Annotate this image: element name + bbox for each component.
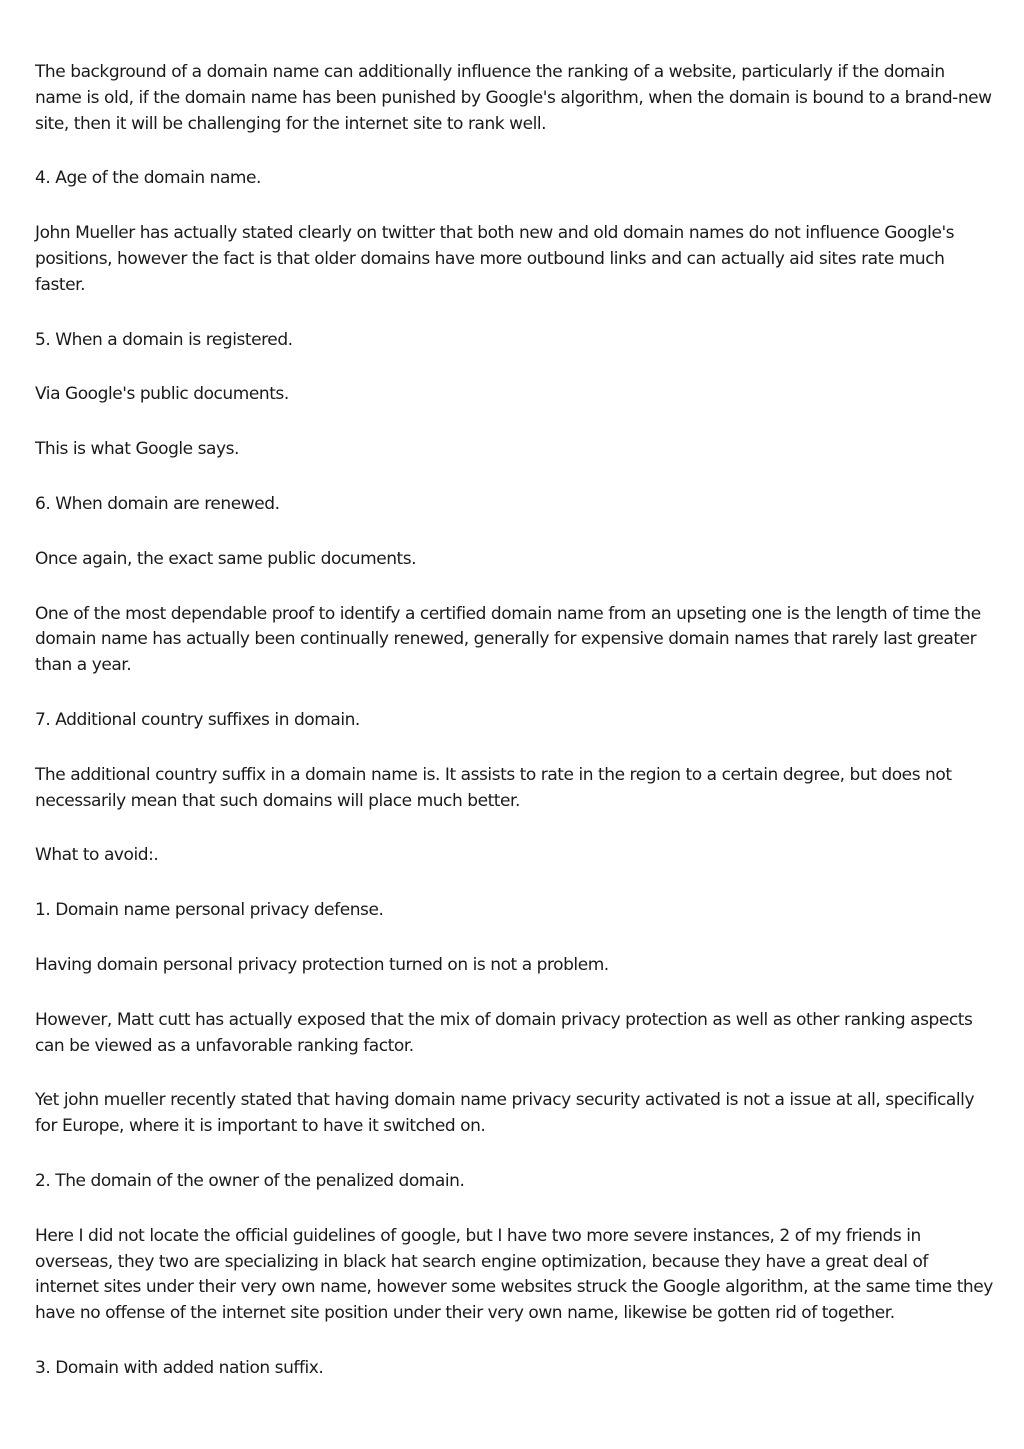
- heading-nation-suffix: 3. Domain with added nation suffix.: [35, 1357, 324, 1378]
- paragraph-john-mueller-age: John Mueller has actually stated clearly on twitter that both new and old domain names do not influence Google's positions, however the fact is that older domains have more outbound links and can actually aid sites rate much faster.: [35, 223, 955, 295]
- paragraph-privacy-not-problem: Having domain personal privacy protection turned on is not a problem.: [35, 954, 609, 975]
- paragraph-country-suffix: The additional country suffix in a domain name is. It assists to rate in the region to a certain degree, but does not necessarily mean that such domains will place much better.: [35, 764, 952, 811]
- heading-domain-renewed: 6. When domain are renewed.: [35, 493, 280, 514]
- paragraph-domain-background: The background of a domain name can additionally influence the ranking of a website, particularly if the domain name is old, if the domain name has been punished by Google's algorithm, when the domain is bound to a brand-new site, then it will be challenging for the internet site to rank well.: [35, 62, 992, 134]
- document-body: [35, 60, 995, 1411]
- paragraph-public-documents: Via Google's public documents.: [35, 384, 289, 405]
- heading-age-of-domain: 4. Age of the domain name.: [35, 168, 261, 189]
- heading-penalized-owner: 2. The domain of the owner of the penalized domain.: [35, 1170, 465, 1191]
- paragraph-matt-cutt: However, Matt cutt has actually exposed that the mix of domain privacy protection as well as other ranking aspects can be viewed as a unfavorable ranking factor.: [35, 1009, 973, 1056]
- heading-what-to-avoid: What to avoid:.: [35, 845, 159, 866]
- paragraph-renewal-proof: One of the most dependable proof to identify a certified domain name from an upseting one is the length of time the domain name has actually been continually renewed, generally for expensive domain names that rarely last greater than a year.: [35, 603, 981, 676]
- paragraph-google-says: This is what Google says.: [35, 439, 239, 460]
- paragraph-john-mueller-privacy: Yet john mueller recently stated that having domain name privacy security activated is not a issue at all, specifically for Europe, where it is important to have it switched on.: [35, 1090, 975, 1137]
- heading-domain-registered: 5. When a domain is registered.: [35, 329, 293, 350]
- heading-country-suffixes: 7. Additional country suffixes in domain.: [35, 709, 360, 730]
- heading-privacy-defense: 1. Domain name personal privacy defense.: [35, 900, 384, 921]
- paragraph-black-hat-friends: Here I did not locate the official guidelines of google, but I have two more severe instances, 2 of my friends in overseas, they two are specializing in black hat search engine optimization, because they have a great deal of internet sites under their very own name, however some websites struck the Google algorithm, at the same time they have no offense of the internet site position under their very own name, likewise be gotten rid of together.: [35, 1225, 993, 1324]
- paragraph-same-documents: Once again, the exact same public documents.: [35, 548, 417, 569]
